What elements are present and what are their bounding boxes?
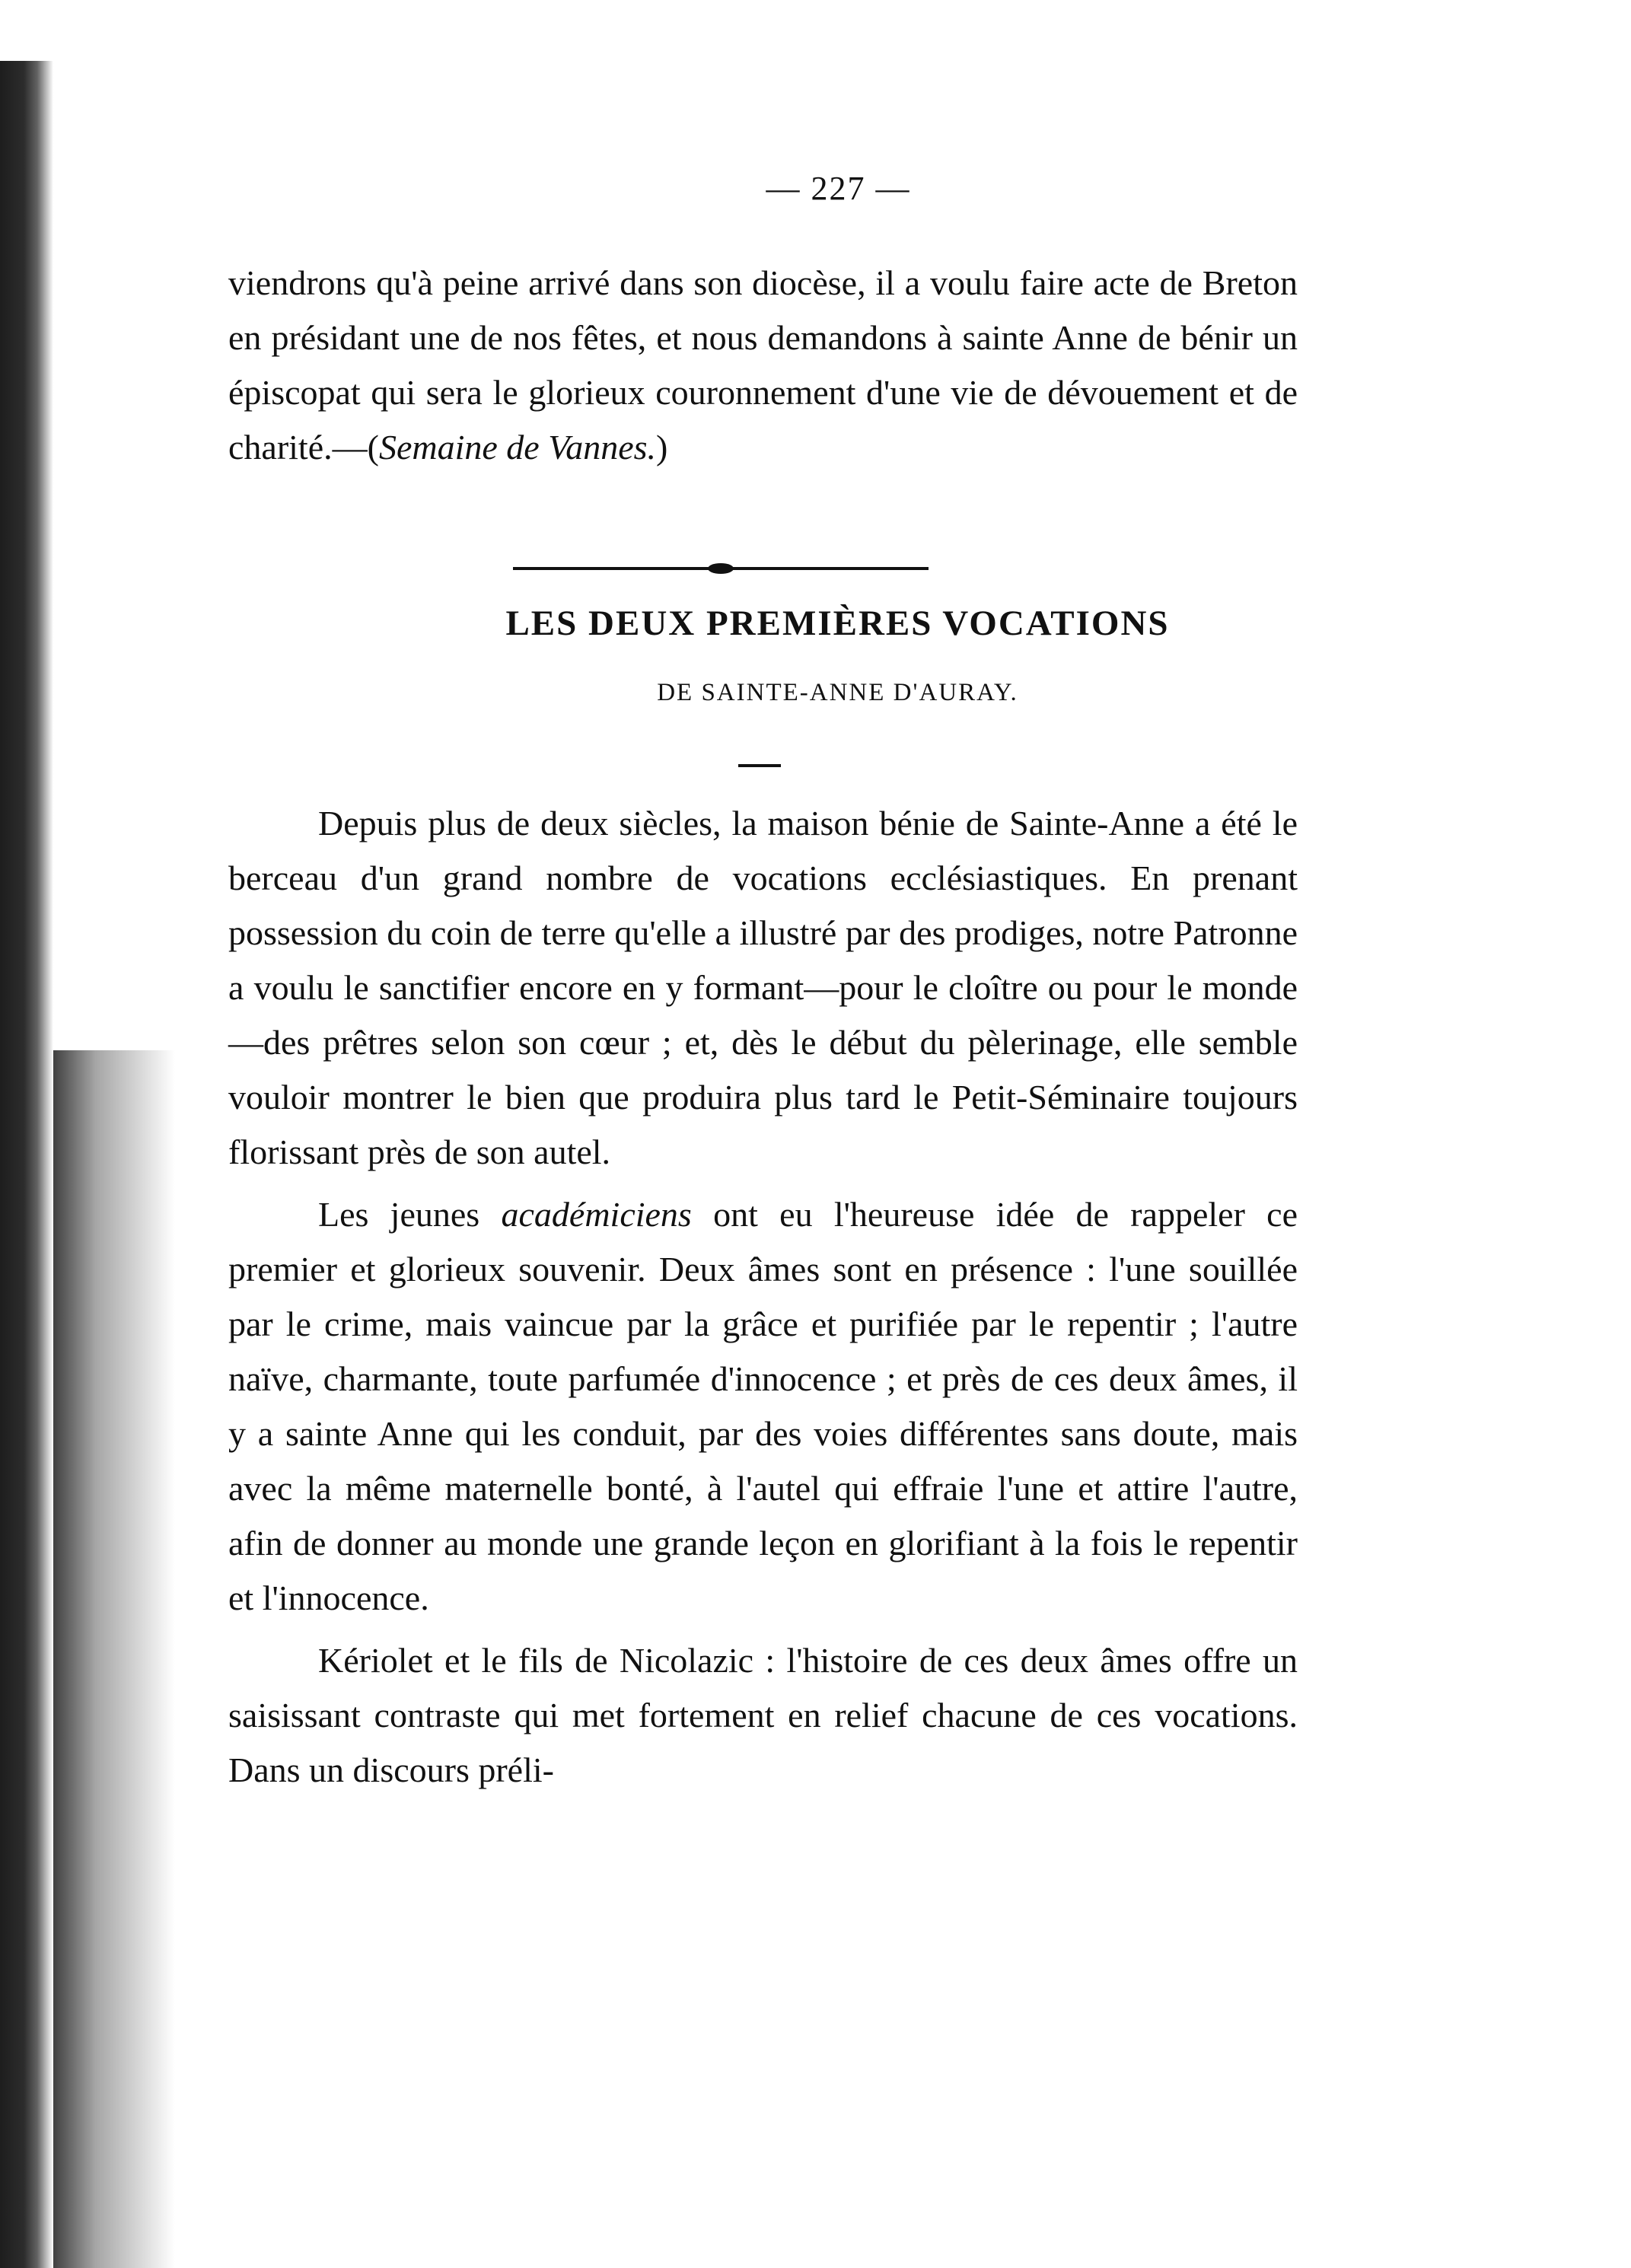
section-body — [228, 796, 1298, 1805]
body-paragraph-2-rest: ont eu l'heureuse idée de rappeler ce premier et glorieux souvenir. Deux âmes sont en présence : l'une souillée par le crime, mais vaincue par la grâce et purifiée par le repentir ; l'autre naïve, charmante, toute parfumée d'innocence ; et près de ces deux âmes, il y a sainte Anne qui les conduit, par des voies différentes sans doute, mais avec la même maternelle bonté, à l'autel qui effraie l'une et attire l'autre, afin de donner au monde une grande leçon en glorifiant à la fois le repentir et l'innocence. — [228, 1195, 1298, 1617]
binding-edge-shadow — [0, 61, 53, 2268]
opening-close: ) — [656, 428, 668, 467]
subtitle-rule — [738, 764, 781, 767]
binding-edge-gradient — [53, 1050, 175, 2268]
body-paragraph-2-emphasis: académiciens — [501, 1195, 692, 1234]
body-paragraph-2-start: Les jeunes — [318, 1195, 502, 1234]
body-paragraph-3: Kériolet et le fils de Nicolazic : l'histoire de ces deux âmes offre un saisissant contraste qui met fortement en relief chacune de ces vocations. Dans un discours préli- — [228, 1641, 1298, 1789]
body-paragraph-2 — [228, 1187, 1298, 1626]
opening-source: Semaine de Vannes. — [378, 428, 657, 467]
body-paragraph-1: Depuis plus de deux siècles, la maison bénie de Sainte-Anne a été le berceau d'un grand nombre de vocations ecclésiastiques. En prenant possession du coin de terre qu'elle a illustré par des prodiges, notre Patronne a voulu le sanctifier encore en y formant—pour le cloître ou pour le monde—des prêtres selon son cœur ; et, dès le début du pèlerinage, elle semble vouloir montrer le bien que produira plus tard le Petit-Séminaire toujours florissant près de son autel. — [228, 804, 1298, 1171]
section-divider-ornament — [708, 563, 734, 574]
section-title: LES DEUX PREMIÈRES VOCATIONS — [505, 604, 1170, 643]
opening-text: viendrons qu'à peine arrivé dans son diocèse, il a voulu faire acte de Breton en présidant une de nos fêtes, et nous demandons à sainte Anne de bénir un épiscopat qui sera le glorieux couronnement d'une vie de dévouement et de charité.—( — [228, 263, 1298, 467]
opening-paragraph — [228, 256, 1298, 475]
page-number: — 227 — — [766, 170, 911, 207]
section-subtitle: DE SAINTE-ANNE D'AURAY. — [657, 679, 1018, 706]
